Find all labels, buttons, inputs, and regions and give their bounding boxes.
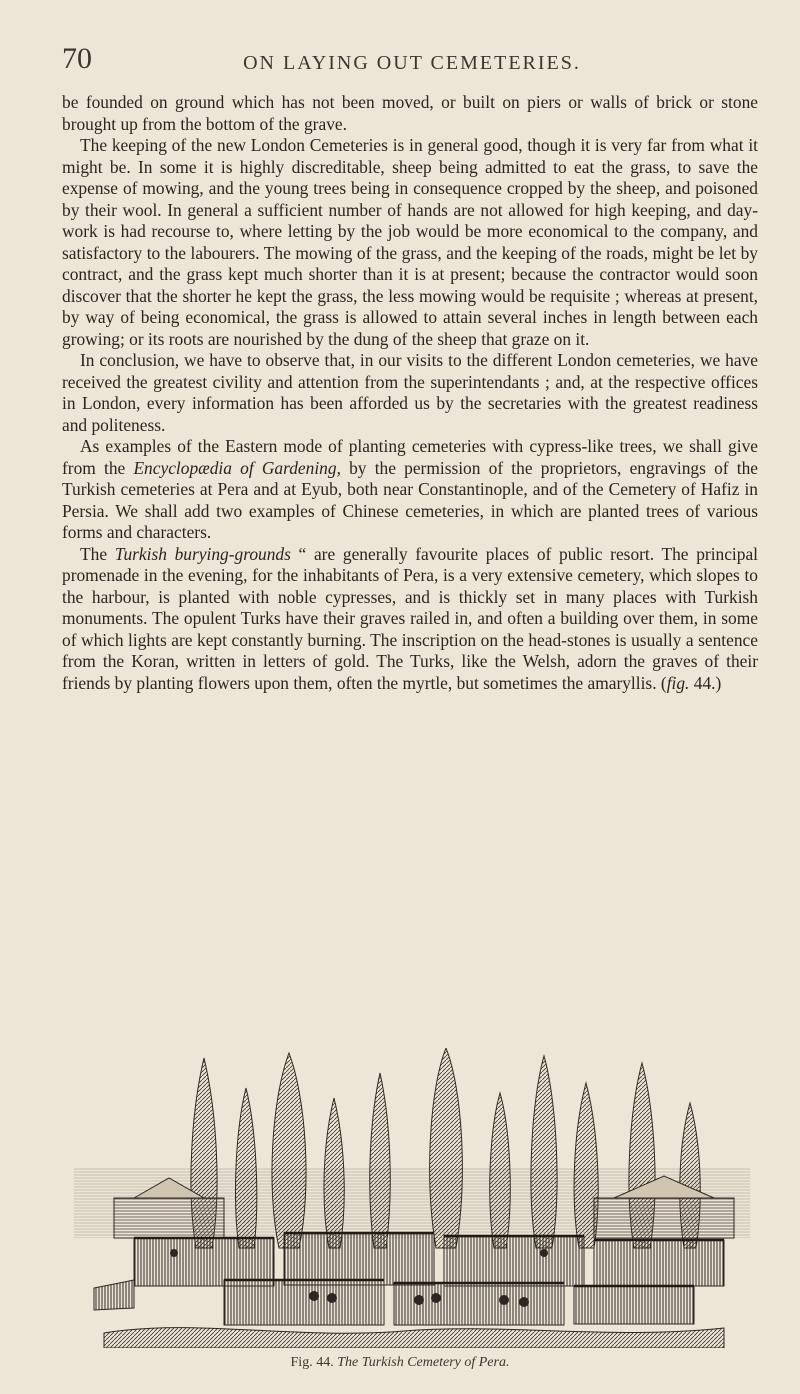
examples-text-after: by the permission of the proprietors, engravings of the Turkish cemeteries at Pera and at Eyub, both near Constantinople, and of the Cemetery of Hafiz in Persia. We shall add two examples of Chinese cemeteries, in which are planted trees of various forms and characters.: [62, 457, 759, 542]
figure-caption: [0, 1355, 800, 1371]
cemetery-engraving-illustration: [74, 1048, 750, 1348]
fig-ref-open: (: [656, 672, 667, 693]
paragraph-foundations: be founded on ground which has not been moved, or built on piers or walls of brick or stone brought up from the bottom of the grave.: [62, 92, 758, 134]
paragraph-keeping: The keeping of the new London Cemeteries is in general good, though it is very far from what it might be. In some it is highly discreditable, sheep being admitted to eat the grass, to save the expense of mowing, and the young trees being in consequence cropped by the sheep, and poisoned by their wool. In general a sufficient number of hands are not allowed for high keeping, and day-work is had recourse to, where letting by the job would be more economical to the company, and satisfactory to the labourers. The mowing of the grass, and the keeping of the roads, might be let by contract, and the grass kept much shorter than it is at present; because the contractor would soon discover that the shorter he kept the grass, the less mowing would be requisite ; whereas at present, by way of being economical, the grass is allowed to attain several inches in length between each growing; or its roots are nourished by the dung of the sheep that graze on it.: [62, 135, 758, 349]
encyclopaedia-title: Encyclopædia of Gardening,: [133, 457, 341, 478]
body-text: [62, 92, 758, 694]
engraving-turkish-cemetery: [74, 1048, 750, 1348]
turkish-body: The principal promenade in the evening, for the inhabitants of Pera, is a very extensive cemetery, which slopes to the harbour, is planted with noble cypresses, and is thickly set in many places with Turkish monuments. The opulent Turks have their graves railed in, and often a building over them, in some of which lights are kept constantly burning. The inscription on the head-stones is usually a sentence from the Koran, written in letters of gold. The Turks, like the Welsh, adorn the graves of their friends by planting flowers upon them, often the myrtle, but sometimes the amaryllis.: [62, 543, 759, 693]
fig-ref-label: fig.: [666, 672, 690, 693]
caption-label: Fig. 44.: [290, 1355, 334, 1370]
examples-text-before: As examples of the Eastern mode of planting cemeteries with cypress-like trees, we shall give from the: [62, 436, 758, 478]
running-head: ON LAYING OUT CEMETERIES.: [243, 52, 581, 74]
paragraph-eastern-examples: [62, 436, 758, 544]
page-header: [62, 42, 762, 82]
turkish-burying-grounds-term: Turkish burying-grounds: [114, 543, 291, 564]
fig-ref-number: 44.): [689, 672, 722, 693]
paragraph-conclusion: In conclusion, we have to observe that, in our visits to the different London cemeteries, we have received the greatest civility and attention from the superintendants ; and, at the respective offices in London, every information has been afforded us by the secretaries with the greatest readiness and politeness.: [62, 350, 758, 435]
turkish-lead-rest: “ are generally favourite places of public resort.: [290, 543, 662, 564]
caption-title: The Turkish Cemetery of Pera.: [337, 1355, 510, 1370]
paragraph-turkish-burying-grounds: The Turkish burying-grounds “ are generally favourite places of public resort. The principal promenade in the evening, for the inhabitants of Pera, is a very extensive cemetery, which slopes to the harbour, is planted with noble cypresses, and is thickly set in many places with Turkish monuments. The opulent Turks have their graves railed in, and often a building over them, in some of which lights are kept constantly burning. The inscription on the head-stones is usually a sentence from the Koran, written in letters of gold. The Turks, like the Welsh, adorn the graves of their friends by planting flowers upon them, often the myrtle, but sometimes the amaryllis. (fig. 44.): [62, 543, 759, 693]
page-number: 70: [62, 42, 92, 75]
